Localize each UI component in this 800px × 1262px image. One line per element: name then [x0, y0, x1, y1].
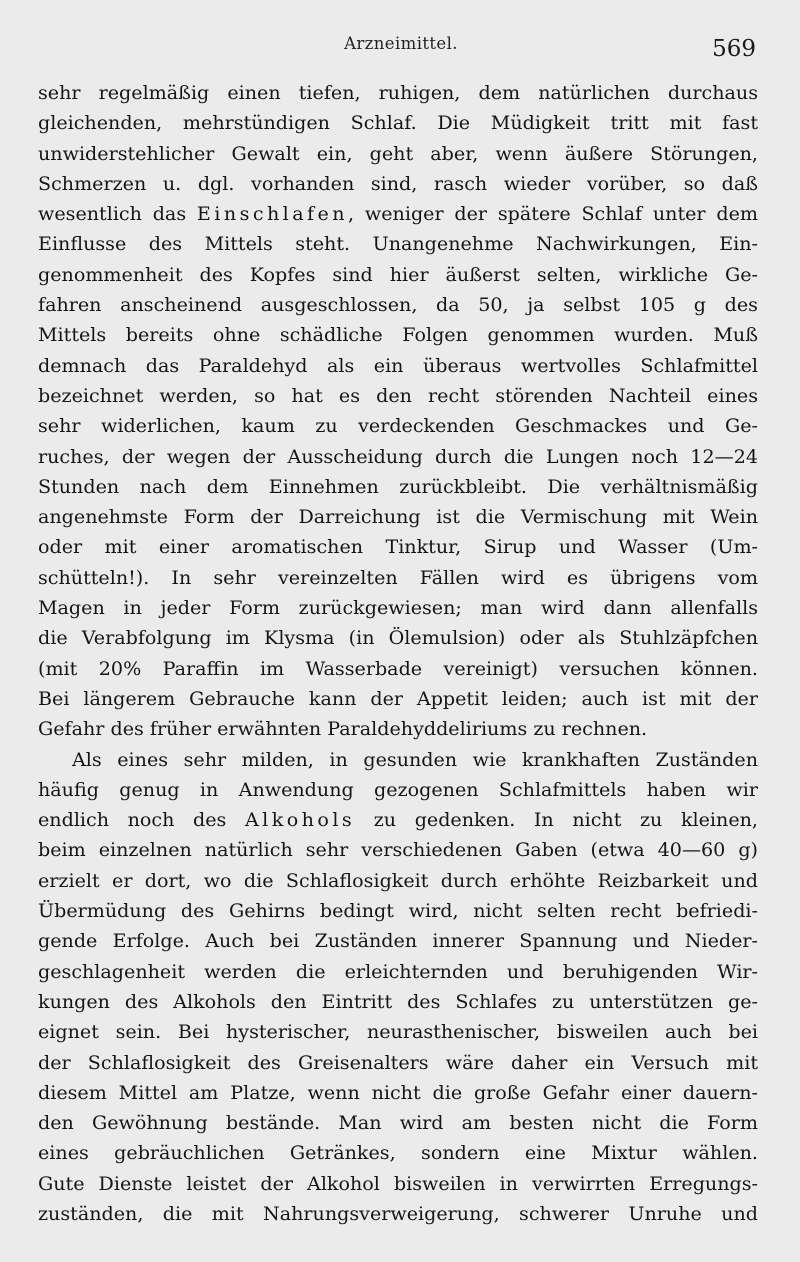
text-line: häufig genug in Anwendung gezogenen Schlafmittels haben wir — [38, 777, 758, 801]
text-line: Einflusse des Mittels steht. Unangenehme Nachwirkungen, Ein- — [38, 232, 758, 256]
text-line: geschlagenheit werden die erleichternden und beruhigenden Wir- — [38, 959, 758, 983]
text-line: fahren anscheinend ausgeschlossen, da 50, ja selbst 105 g des — [38, 293, 758, 317]
text-line: Stunden nach dem Einnehmen zurückbleibt. Die verhältnismäßig — [38, 474, 758, 498]
text-line: gende Erfolge. Auch bei Zuständen innerer Spannung und Nieder- — [38, 929, 758, 953]
text-line: Gute Dienste leistet der Alkohol bisweilen in verwirrten Erregungs- — [38, 1171, 758, 1195]
text-line: eines gebräuchlichen Getränkes, sondern eine Mixtur wählen. — [38, 1141, 758, 1165]
text-line: zuständen, die mit Nahrungsverweigerung, schwerer Unruhe und — [38, 1201, 758, 1225]
body-text — [38, 78, 758, 1229]
text-line: Mittels bereits ohne schädliche Folgen genommen wurden. Muß — [38, 323, 758, 347]
text-line: oder mit einer aromatischen Tinktur, Sirup und Wasser (Um- — [38, 535, 758, 559]
text-line: erzielt er dort, wo die Schlaflosigkeit durch erhöhte Reizbarkeit und — [38, 868, 758, 892]
text-line: kungen des Alkohols den Eintritt des Schlafes zu unterstützen ge- — [38, 989, 758, 1013]
text-line: schütteln!). In sehr vereinzelten Fällen wird es übrigens vom — [38, 565, 758, 589]
text-line: wesentlich das Einschlafen, weniger der spätere Schlaf unter dem — [38, 202, 758, 226]
running-title: Arzneimittel. — [344, 34, 458, 53]
text-line: Übermüdung des Gehirns bedingt wird, nicht selten recht befriedi- — [38, 899, 758, 923]
text-line: ruches, der wegen der Ausscheidung durch die Lungen noch 12—24 — [38, 444, 758, 468]
text-line: gleichenden, mehrstündigen Schlaf. Die Müdigkeit tritt mit fast — [38, 111, 758, 135]
text-line: endlich noch des Alkohols zu gedenken. In nicht zu kleinen, — [38, 808, 758, 832]
text-line: bezeichnet werden, so hat es den recht störenden Nachteil eines — [38, 383, 758, 407]
page-number: 569 — [712, 36, 756, 62]
text-line: den Gewöhnung bestände. Man wird am besten nicht die Form — [38, 1111, 758, 1135]
page-header — [38, 30, 764, 70]
paragraph-start-line: Als eines sehr milden, in gesunden wie krankhaften Zuständen — [72, 747, 758, 771]
text-line: Bei längerem Gebrauche kann der Appetit leiden; auch ist mit der — [38, 686, 758, 710]
text-line: diesem Mittel am Platze, wenn nicht die große Gefahr einer dauern- — [38, 1080, 758, 1104]
text-line: angenehmste Form der Darreichung ist die Vermischung mit Wein — [38, 505, 758, 529]
text-line: genommenheit des Kopfes sind hier äußerst selten, wirkliche Ge- — [38, 262, 758, 286]
text-line: Schmerzen u. dgl. vorhanden sind, rasch wieder vorüber, so daß — [38, 171, 758, 195]
text-line: demnach das Paraldehyd als ein überaus wertvolles Schlafmittel — [38, 353, 758, 377]
text-line: der Schlaflosigkeit des Greisenalters wäre daher ein Versuch mit — [38, 1050, 758, 1074]
text-line: beim einzelnen natürlich sehr verschiedenen Gaben (etwa 40—60 g) — [38, 838, 758, 862]
text-line: die Verabfolgung im Klysma (in Ölemulsion) oder als Stuhlzäpfchen — [38, 626, 758, 650]
text-line: sehr regelmäßig einen tiefen, ruhigen, dem natürlichen durchaus — [38, 81, 758, 104]
text-line: unwiderstehlicher Gewalt ein, geht aber, wenn äußere Störungen, — [38, 141, 758, 165]
text-line: eignet sein. Bei hysterischer, neurasthenischer, bisweilen auch bei — [38, 1020, 758, 1044]
paragraph-end-line: Gefahr des früher erwähnten Paraldehyddeliriums zu rechnen. — [38, 717, 648, 741]
text-line: Magen in jeder Form zurückgewiesen; man wird dann allenfalls — [38, 596, 758, 620]
text-line: sehr widerlichen, kaum zu verdeckenden Geschmackes und Ge- — [38, 414, 758, 438]
text-line: (mit 20% Paraffin im Wasserbade vereinigt) versuchen können. — [38, 656, 758, 680]
